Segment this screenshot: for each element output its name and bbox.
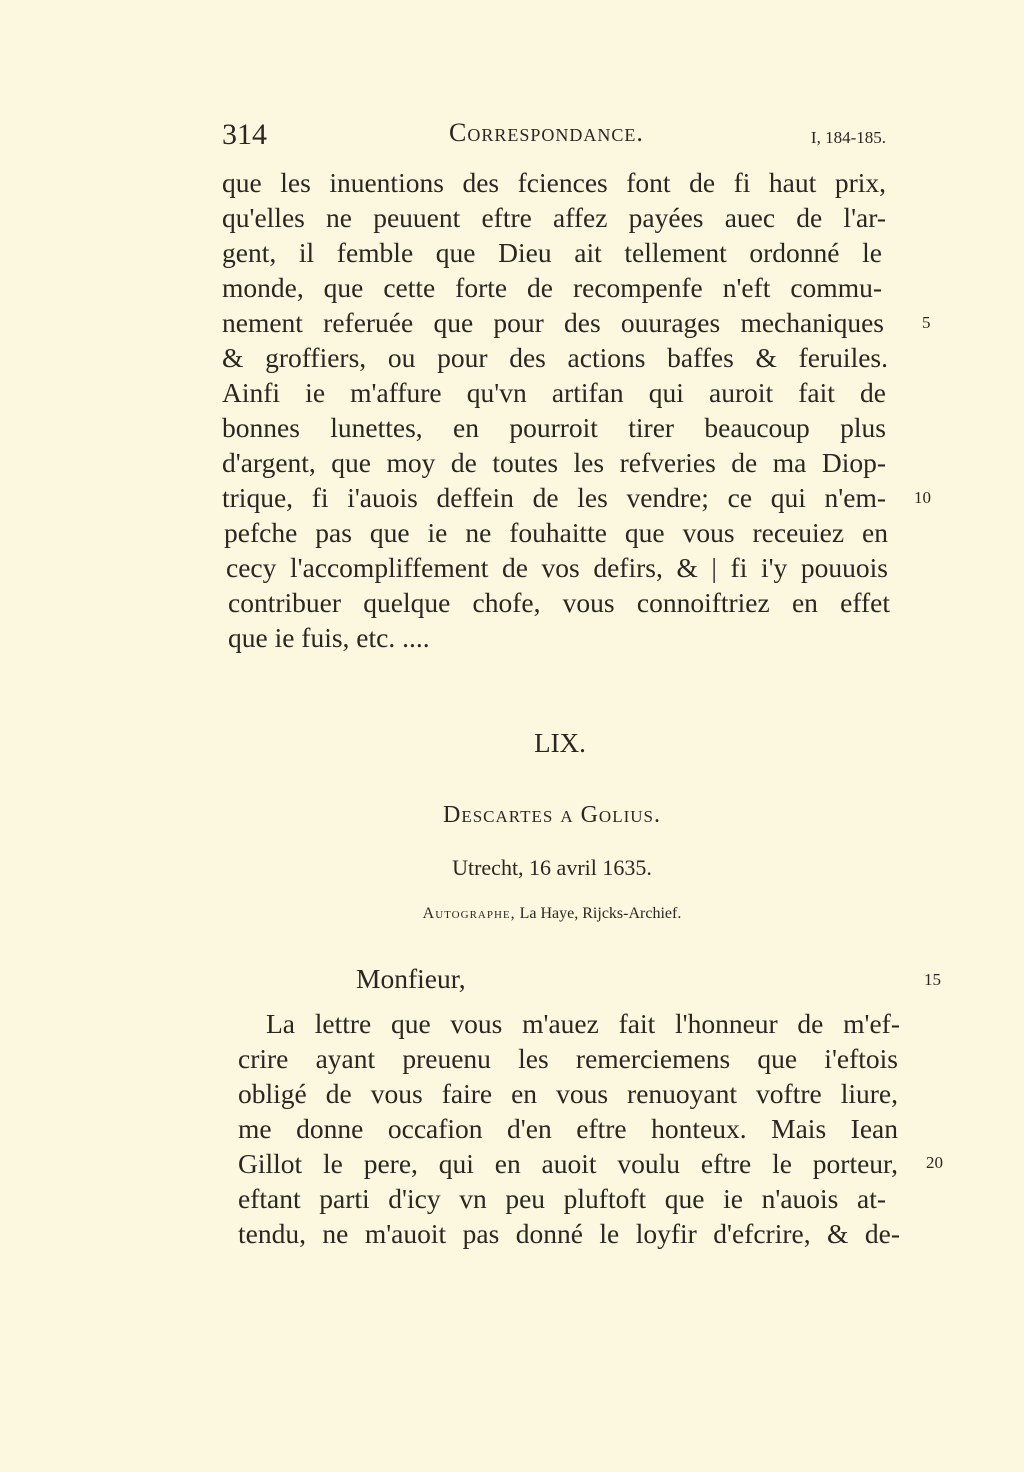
source-place: La Haye, Rijcks-Archief. xyxy=(519,905,682,922)
text-line: gent, il femble que Dieu ait tellement ordonné le xyxy=(222,237,882,268)
text-line: que les inuentions des fciences font de fi haut prix, xyxy=(222,167,886,198)
text-line: contribuer quelque chofe, vous connoiftriez en effet xyxy=(228,587,890,618)
text-line: cecy l'accompliffement de vos defirs, & | fi i'y pouuois xyxy=(226,552,888,583)
text-line: monde, que cette forte de recompenfe n'eft commu- xyxy=(222,272,882,303)
letter-number: LIX. xyxy=(534,728,586,758)
page-number: 314 xyxy=(222,118,267,151)
letter-source xyxy=(40,905,1024,923)
text-line: Gillot le pere, qui en auoit voulu eftre le porteur, xyxy=(238,1148,898,1179)
text-line: me donne occafion d'en eftre honteux. Mais Iean xyxy=(238,1113,898,1144)
line-number: 20 xyxy=(926,1153,943,1172)
text-line: pefche pas que ie ne fouhaitte que vous receuiez en xyxy=(224,517,888,548)
text-line: tendu, ne m'auoit pas donné le loyfir d'efcrire, & de- xyxy=(238,1218,900,1249)
text-line: obligé de vous faire en vous renuoyant voftre liure, xyxy=(238,1078,898,1109)
text-line: qu'elles ne peuuent eftre affez payées auec de l'ar- xyxy=(222,202,886,233)
page-header xyxy=(222,118,886,158)
text-line: que ie fuis, etc. .... xyxy=(228,622,430,653)
running-title: Correspondance. xyxy=(449,118,644,147)
text-line: Ainfi ie m'affure qu'vn artifan qui auroit fait de xyxy=(222,377,886,408)
line-number: 5 xyxy=(922,313,931,332)
text-line: bonnes lunettes, en pourroit tirer beaucoup plus xyxy=(222,412,886,443)
letter-title: Descartes a Golius. xyxy=(443,802,661,828)
letter-date: Utrecht, 16 avril 1635. xyxy=(452,855,652,880)
volume-reference: I, 184-185. xyxy=(810,128,886,147)
text-line: crire ayant preuenu les remerciemens que i'eftois xyxy=(238,1043,898,1074)
text-line: La lettre que vous m'auez fait l'honneur de m'ef- xyxy=(266,1008,900,1039)
text-line: trique, fi i'auois deffein de les vendre; ce qui n'em- xyxy=(222,482,886,513)
salutation: Monfieur, xyxy=(356,963,466,994)
text-line: & groffiers, ou pour des actions baffes & feruiles. xyxy=(222,342,888,373)
text-line: nement referuée que pour des ouurages mechaniques xyxy=(222,307,884,338)
line-number: 15 xyxy=(924,970,941,989)
text-line: d'argent, que moy de toutes les refveries de ma Diop- xyxy=(222,447,886,478)
source-label: Autographe, xyxy=(422,905,516,922)
line-number: 10 xyxy=(914,488,931,507)
text-line: eftant parti d'icy vn peu pluftoft que ie n'auois at- xyxy=(238,1183,886,1214)
